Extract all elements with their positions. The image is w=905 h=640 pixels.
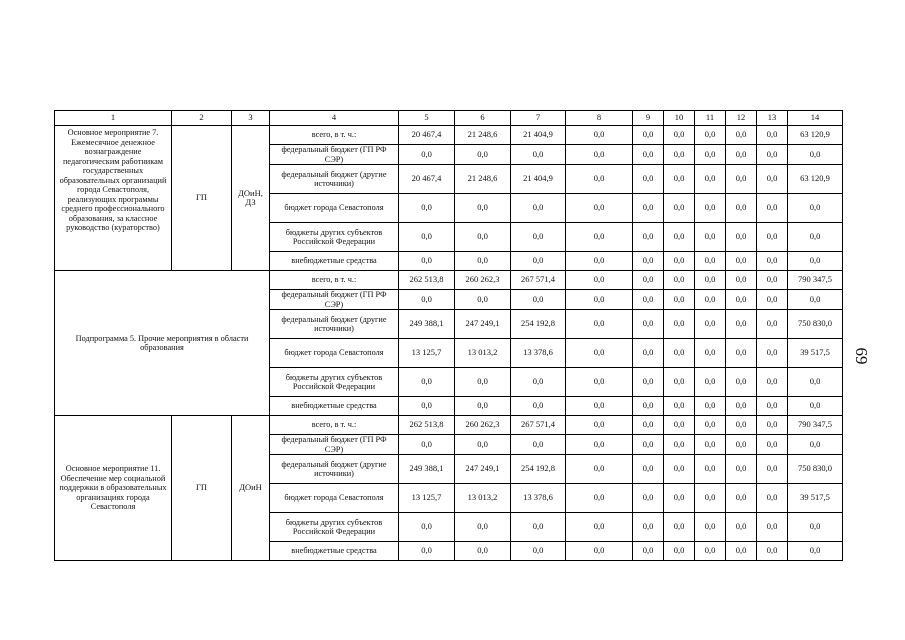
value-cell: 0,0	[455, 223, 511, 252]
section-title: Основное мероприятие 11. Обеспечение мер социальной поддержки в образовательных организациях города Севастополя	[55, 416, 172, 561]
funding-source: федеральный бюджет (ГП РФ СЭР)	[270, 435, 399, 455]
value-cell: 0,0	[566, 416, 633, 435]
table-row	[55, 126, 843, 145]
value-cell: 0,0	[726, 223, 757, 252]
value-cell: 13 013,2	[455, 484, 511, 513]
value-cell: 0,0	[399, 542, 455, 561]
value-cell: 247 249,1	[455, 310, 511, 339]
funding-source: бюджеты других субъектов Российской Федерации	[270, 513, 399, 542]
value-cell: 0,0	[788, 397, 843, 416]
value-cell: 0,0	[566, 435, 633, 455]
value-cell: 0,0	[664, 416, 695, 435]
value-cell: 0,0	[633, 455, 664, 484]
value-cell: 0,0	[633, 513, 664, 542]
value-cell: 254 192,8	[511, 310, 566, 339]
header-cell: 14	[788, 111, 843, 126]
value-cell: 0,0	[566, 455, 633, 484]
value-cell: 0,0	[788, 435, 843, 455]
value-cell: 254 192,8	[511, 455, 566, 484]
value-cell: 0,0	[399, 397, 455, 416]
value-cell: 0,0	[726, 416, 757, 435]
value-cell: 0,0	[455, 145, 511, 165]
funding-source: всего, в т. ч.:	[270, 126, 399, 145]
value-cell: 0,0	[695, 542, 726, 561]
value-cell: 0,0	[664, 252, 695, 271]
value-cell: 0,0	[788, 542, 843, 561]
value-cell: 0,0	[511, 145, 566, 165]
value-cell: 0,0	[757, 145, 788, 165]
value-cell: 0,0	[399, 145, 455, 165]
value-cell: 0,0	[633, 290, 664, 310]
header-cell: 10	[664, 111, 695, 126]
value-cell: 0,0	[726, 339, 757, 368]
value-cell: 0,0	[726, 310, 757, 339]
value-cell: 0,0	[511, 542, 566, 561]
value-cell: 0,0	[511, 513, 566, 542]
funding-source: федеральный бюджет (другие источники)	[270, 455, 399, 484]
value-cell: 0,0	[633, 368, 664, 397]
value-cell: 0,0	[511, 368, 566, 397]
value-cell: 0,0	[399, 252, 455, 271]
value-cell: 0,0	[566, 271, 633, 290]
page-number: 69	[852, 347, 871, 365]
value-cell: 0,0	[566, 194, 633, 223]
header-cell: 4	[270, 111, 399, 126]
value-cell: 0,0	[566, 145, 633, 165]
value-cell: 0,0	[788, 194, 843, 223]
value-cell: 0,0	[757, 126, 788, 145]
value-cell: 0,0	[664, 455, 695, 484]
value-cell: 0,0	[695, 223, 726, 252]
value-cell: 0,0	[788, 368, 843, 397]
value-cell: 21 404,9	[511, 126, 566, 145]
value-cell: 0,0	[695, 145, 726, 165]
value-cell: 0,0	[757, 416, 788, 435]
value-cell: 0,0	[664, 145, 695, 165]
executor-code: ДОиН, ДЗ	[232, 126, 270, 271]
value-cell: 260 262,3	[455, 416, 511, 435]
value-cell: 21 404,9	[511, 165, 566, 194]
funding-source: бюджеты других субъектов Российской Федерации	[270, 223, 399, 252]
value-cell: 0,0	[757, 455, 788, 484]
value-cell: 0,0	[399, 368, 455, 397]
value-cell: 0,0	[726, 542, 757, 561]
value-cell: 0,0	[664, 165, 695, 194]
value-cell: 0,0	[788, 252, 843, 271]
value-cell: 0,0	[695, 435, 726, 455]
value-cell: 0,0	[566, 484, 633, 513]
funding-source: бюджет города Севастополя	[270, 339, 399, 368]
value-cell: 0,0	[726, 397, 757, 416]
value-cell: 0,0	[511, 194, 566, 223]
value-cell: 0,0	[633, 145, 664, 165]
funding-source: внебюджетные средства	[270, 252, 399, 271]
value-cell: 750 830,0	[788, 455, 843, 484]
value-cell: 0,0	[566, 542, 633, 561]
value-cell: 0,0	[399, 435, 455, 455]
value-cell: 0,0	[757, 397, 788, 416]
value-cell: 0,0	[633, 339, 664, 368]
value-cell: 0,0	[695, 397, 726, 416]
header-cell: 3	[232, 111, 270, 126]
funding-source: бюджет города Севастополя	[270, 484, 399, 513]
value-cell: 0,0	[757, 194, 788, 223]
value-cell: 0,0	[726, 271, 757, 290]
value-cell: 0,0	[511, 223, 566, 252]
header-cell: 12	[726, 111, 757, 126]
value-cell: 0,0	[633, 542, 664, 561]
value-cell: 0,0	[633, 194, 664, 223]
value-cell: 0,0	[399, 194, 455, 223]
value-cell: 63 120,9	[788, 126, 843, 145]
value-cell: 260 262,3	[455, 271, 511, 290]
value-cell: 0,0	[455, 435, 511, 455]
header-cell: 11	[695, 111, 726, 126]
value-cell: 0,0	[399, 223, 455, 252]
funding-source: внебюджетные средства	[270, 542, 399, 561]
value-cell: 0,0	[695, 165, 726, 194]
value-cell: 21 248,6	[455, 165, 511, 194]
value-cell: 0,0	[633, 252, 664, 271]
value-cell: 20 467,4	[399, 165, 455, 194]
value-cell: 0,0	[566, 290, 633, 310]
value-cell: 0,0	[757, 368, 788, 397]
value-cell: 0,0	[664, 310, 695, 339]
value-cell: 0,0	[664, 435, 695, 455]
value-cell: 0,0	[757, 165, 788, 194]
value-cell: 0,0	[695, 271, 726, 290]
value-cell: 0,0	[695, 194, 726, 223]
value-cell: 0,0	[695, 126, 726, 145]
value-cell: 0,0	[566, 397, 633, 416]
value-cell: 0,0	[788, 223, 843, 252]
value-cell: 0,0	[726, 455, 757, 484]
value-cell: 39 517,5	[788, 484, 843, 513]
value-cell: 13 013,2	[455, 339, 511, 368]
value-cell: 0,0	[695, 513, 726, 542]
value-cell: 0,0	[726, 484, 757, 513]
value-cell: 0,0	[664, 271, 695, 290]
value-cell: 0,0	[726, 126, 757, 145]
value-cell: 0,0	[695, 310, 726, 339]
value-cell: 0,0	[664, 126, 695, 145]
value-cell: 0,0	[455, 290, 511, 310]
value-cell: 0,0	[757, 484, 788, 513]
funding-source: федеральный бюджет (другие источники)	[270, 165, 399, 194]
value-cell: 790 347,5	[788, 416, 843, 435]
value-cell: 0,0	[664, 339, 695, 368]
value-cell: 0,0	[664, 290, 695, 310]
value-cell: 0,0	[695, 484, 726, 513]
value-cell: 0,0	[695, 252, 726, 271]
value-cell: 63 120,9	[788, 165, 843, 194]
value-cell: 0,0	[511, 397, 566, 416]
value-cell: 0,0	[633, 416, 664, 435]
value-cell: 249 388,1	[399, 455, 455, 484]
header-cell: 8	[566, 111, 633, 126]
table-row	[55, 416, 843, 435]
header-row	[55, 111, 843, 126]
value-cell: 0,0	[566, 310, 633, 339]
value-cell: 0,0	[566, 165, 633, 194]
value-cell: 750 830,0	[788, 310, 843, 339]
value-cell: 0,0	[664, 542, 695, 561]
value-cell: 262 513,8	[399, 271, 455, 290]
program-code: ГП	[172, 126, 232, 271]
value-cell: 790 347,5	[788, 271, 843, 290]
value-cell: 262 513,8	[399, 416, 455, 435]
value-cell: 0,0	[757, 290, 788, 310]
header-cell: 7	[511, 111, 566, 126]
value-cell: 13 378,6	[511, 484, 566, 513]
funding-source: федеральный бюджет (другие источники)	[270, 310, 399, 339]
value-cell: 0,0	[695, 455, 726, 484]
funding-source: федеральный бюджет (ГП РФ СЭР)	[270, 290, 399, 310]
value-cell: 0,0	[633, 126, 664, 145]
value-cell: 0,0	[455, 368, 511, 397]
value-cell: 0,0	[633, 435, 664, 455]
value-cell: 0,0	[726, 145, 757, 165]
value-cell: 0,0	[788, 513, 843, 542]
value-cell: 0,0	[566, 126, 633, 145]
value-cell: 0,0	[757, 271, 788, 290]
value-cell: 0,0	[664, 194, 695, 223]
value-cell: 39 517,5	[788, 339, 843, 368]
value-cell: 0,0	[455, 542, 511, 561]
value-cell: 0,0	[455, 397, 511, 416]
value-cell: 0,0	[757, 252, 788, 271]
value-cell: 0,0	[633, 223, 664, 252]
value-cell: 0,0	[695, 368, 726, 397]
value-cell: 0,0	[757, 223, 788, 252]
table-row	[55, 271, 843, 290]
value-cell: 0,0	[757, 339, 788, 368]
value-cell: 267 571,4	[511, 271, 566, 290]
value-cell: 0,0	[726, 435, 757, 455]
value-cell: 0,0	[726, 165, 757, 194]
section-title: Подпрограмма 5. Прочие мероприятия в области образования	[55, 271, 270, 416]
value-cell: 0,0	[757, 310, 788, 339]
value-cell: 0,0	[788, 145, 843, 165]
value-cell: 0,0	[726, 252, 757, 271]
value-cell: 0,0	[633, 397, 664, 416]
funding-source: федеральный бюджет (ГП РФ СЭР)	[270, 145, 399, 165]
value-cell: 247 249,1	[455, 455, 511, 484]
value-cell: 0,0	[399, 513, 455, 542]
value-cell: 0,0	[757, 542, 788, 561]
funding-source: бюджет города Севастополя	[270, 194, 399, 223]
value-cell: 0,0	[633, 310, 664, 339]
value-cell: 0,0	[726, 194, 757, 223]
value-cell: 0,0	[664, 368, 695, 397]
program-code: ГП	[172, 416, 232, 561]
value-cell: 21 248,6	[455, 126, 511, 145]
value-cell: 0,0	[455, 194, 511, 223]
value-cell: 0,0	[664, 513, 695, 542]
value-cell: 0,0	[566, 223, 633, 252]
value-cell: 0,0	[633, 484, 664, 513]
value-cell: 0,0	[664, 397, 695, 416]
value-cell: 13 378,6	[511, 339, 566, 368]
value-cell: 0,0	[757, 513, 788, 542]
header-cell: 9	[633, 111, 664, 126]
value-cell: 0,0	[664, 484, 695, 513]
value-cell: 0,0	[726, 368, 757, 397]
value-cell: 0,0	[788, 290, 843, 310]
header-cell: 6	[455, 111, 511, 126]
funding-source: всего, в т. ч.:	[270, 271, 399, 290]
header-cell: 1	[55, 111, 172, 126]
value-cell: 0,0	[633, 271, 664, 290]
value-cell: 13 125,7	[399, 339, 455, 368]
value-cell: 0,0	[695, 339, 726, 368]
budget-table	[54, 110, 843, 561]
header-cell: 2	[172, 111, 232, 126]
value-cell: 0,0	[695, 416, 726, 435]
value-cell: 0,0	[726, 513, 757, 542]
value-cell: 0,0	[455, 252, 511, 271]
value-cell: 0,0	[566, 513, 633, 542]
value-cell: 0,0	[511, 435, 566, 455]
header-cell: 5	[399, 111, 455, 126]
value-cell: 0,0	[566, 252, 633, 271]
value-cell: 0,0	[511, 252, 566, 271]
executor-code: ДОиН	[232, 416, 270, 561]
value-cell: 0,0	[455, 513, 511, 542]
value-cell: 267 571,4	[511, 416, 566, 435]
value-cell: 0,0	[757, 435, 788, 455]
value-cell: 0,0	[664, 223, 695, 252]
value-cell: 0,0	[399, 290, 455, 310]
value-cell: 0,0	[695, 290, 726, 310]
funding-source: бюджеты других субъектов Российской Федерации	[270, 368, 399, 397]
value-cell: 249 388,1	[399, 310, 455, 339]
value-cell: 0,0	[726, 290, 757, 310]
value-cell: 0,0	[566, 339, 633, 368]
value-cell: 20 467,4	[399, 126, 455, 145]
funding-source: внебюджетные средства	[270, 397, 399, 416]
header-cell: 13	[757, 111, 788, 126]
value-cell: 0,0	[511, 290, 566, 310]
value-cell: 0,0	[633, 165, 664, 194]
value-cell: 13 125,7	[399, 484, 455, 513]
value-cell: 0,0	[566, 368, 633, 397]
funding-source: всего, в т. ч.:	[270, 416, 399, 435]
section-title: Основное мероприятие 7. Ежемесячное денежное вознаграждение педагогическим работникам государственных образовательных организаций города Севастополя, реализующих программы среднего профессионального образования, за классное руководство (кураторство)	[55, 126, 172, 271]
